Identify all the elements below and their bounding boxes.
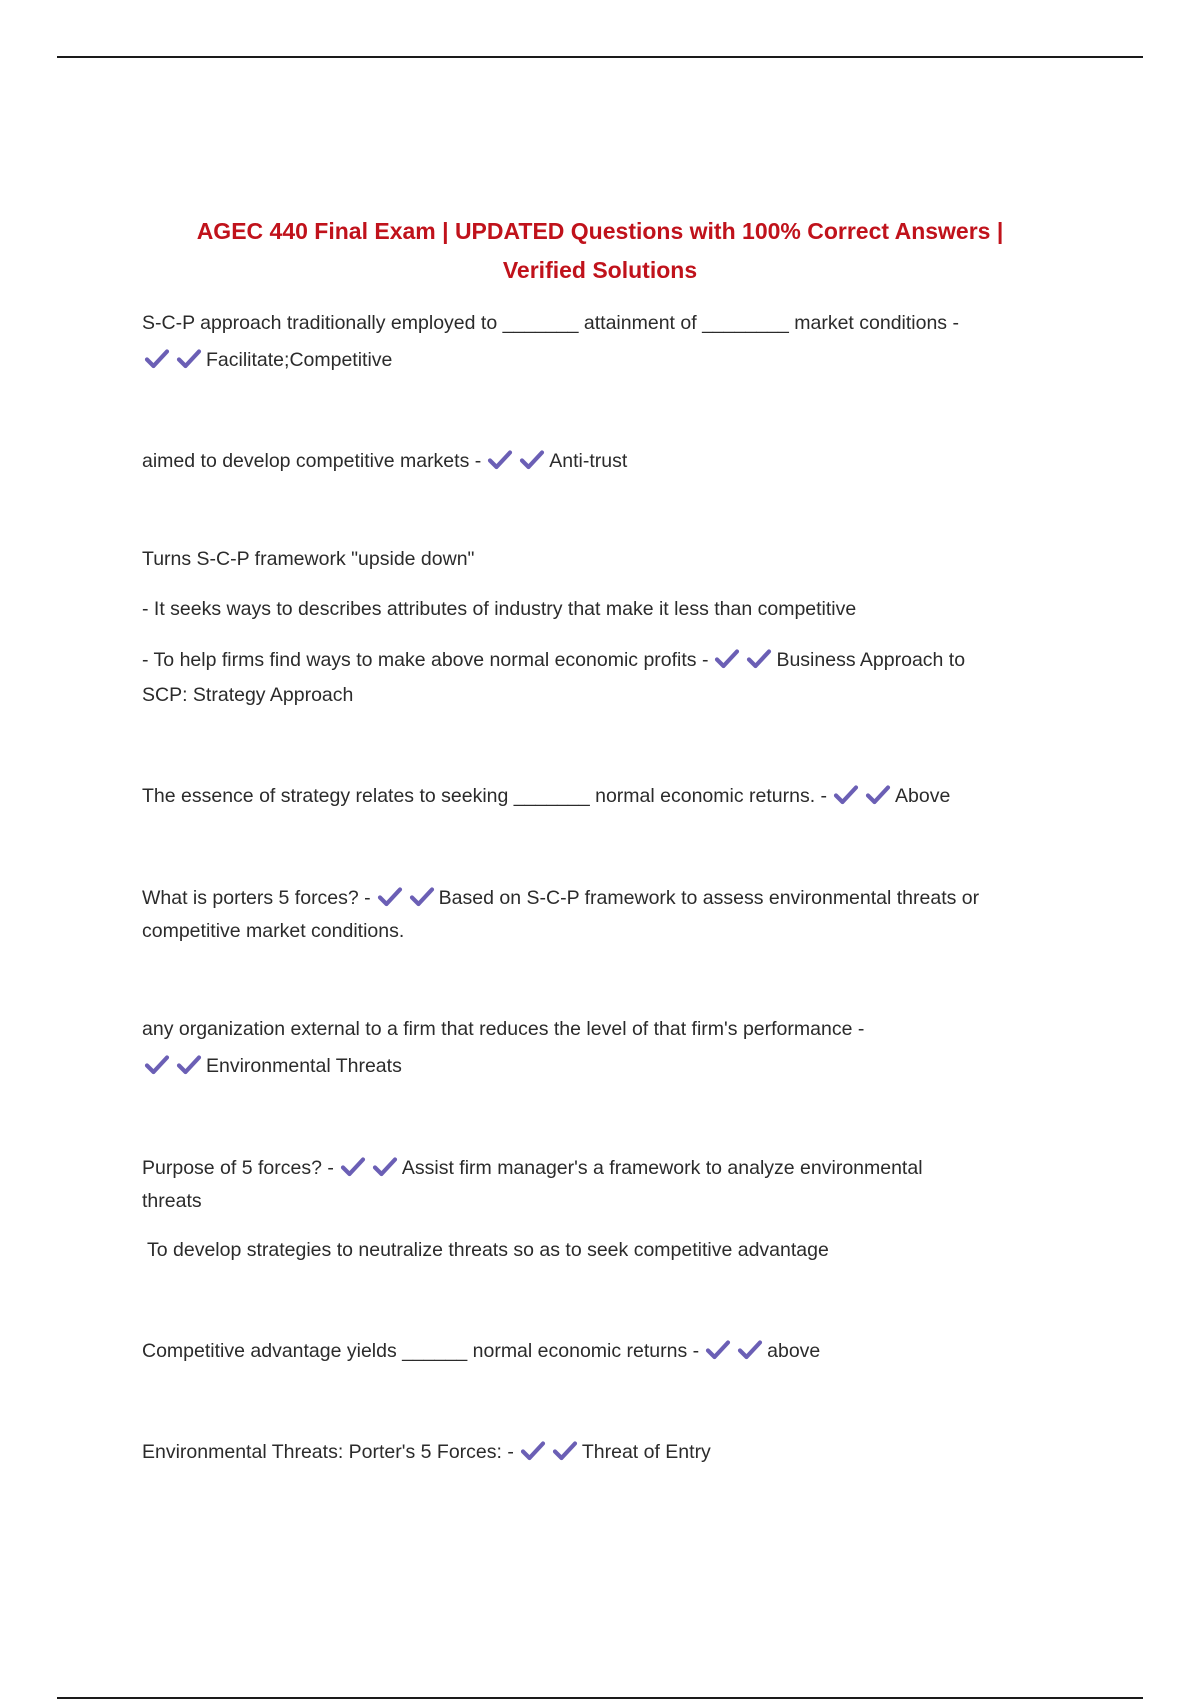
question-4-text: The essence of strategy relates to seeking _______ normal economic returns. -	[142, 785, 828, 807]
answer-line-6	[142, 1049, 402, 1083]
answer-5-line-2: competitive market conditions.	[142, 920, 405, 942]
title-line-1: AGEC 440 Final Exam | UPDATED Questions with 100% Correct Answers |	[196, 218, 1004, 244]
question-2-text: aimed to develop competitive markets -	[142, 450, 482, 472]
answer-8: above	[767, 1340, 821, 1362]
answer-7-line-3: To develop strategies to neutralize threats so as to seek competitive advantage	[147, 1239, 829, 1261]
question-3: Turns S-C-P framework "upside down"	[142, 548, 475, 570]
check-icon	[176, 348, 202, 370]
check-pair	[340, 1156, 398, 1178]
check-pair	[487, 449, 545, 471]
answer-4: Above	[895, 785, 951, 807]
title-line-2: Verified Solutions	[502, 257, 698, 283]
document-title	[142, 212, 1058, 290]
check-pair	[520, 1440, 578, 1462]
check-pair	[144, 348, 202, 370]
check-icon	[377, 886, 403, 908]
check-pair	[144, 1054, 202, 1076]
question-8	[142, 1334, 820, 1368]
check-icon	[520, 1440, 546, 1462]
question-5	[142, 881, 979, 915]
answer-9: Threat of Entry	[581, 1441, 711, 1463]
question-7	[142, 1151, 923, 1185]
question-3-detail-2-text: - To help firms find ways to make above normal economic profits -	[142, 649, 709, 671]
check-icon	[737, 1339, 763, 1361]
answer-5-line-1: Based on S-C-P framework to assess environmental threats or	[438, 887, 980, 909]
question-9-text: Environmental Threats: Porter's 5 Forces: -	[142, 1441, 514, 1463]
check-icon	[409, 886, 435, 908]
answer-7-line-2: threats	[142, 1190, 202, 1212]
check-icon	[746, 648, 772, 670]
check-pair	[714, 648, 772, 670]
question-5-text: What is porters 5 forces? -	[142, 887, 371, 909]
check-icon	[144, 348, 170, 370]
question-2	[142, 444, 627, 478]
check-icon	[833, 784, 859, 806]
check-pair	[833, 784, 891, 806]
check-icon	[705, 1339, 731, 1361]
question-9	[142, 1435, 711, 1469]
answer-line-1	[142, 343, 392, 377]
answer-7-line-1: Assist firm manager's a framework to analyze environmental	[401, 1157, 923, 1179]
question-6: any organization external to a firm that reduces the level of that firm's performance -	[142, 1018, 865, 1040]
check-icon	[340, 1156, 366, 1178]
question-8-text: Competitive advantage yields ______ normal economic returns -	[142, 1340, 700, 1362]
check-pair	[377, 886, 435, 908]
check-icon	[865, 784, 891, 806]
check-icon	[552, 1440, 578, 1462]
answer-2: Anti-trust	[549, 450, 628, 472]
top-rule	[57, 56, 1143, 58]
check-pair	[705, 1339, 763, 1361]
check-icon	[487, 449, 513, 471]
check-icon	[714, 648, 740, 670]
check-icon	[519, 449, 545, 471]
answer-1: Facilitate;Competitive	[206, 349, 393, 371]
answer-6: Environmental Threats	[206, 1055, 402, 1077]
answer-3-line-1: Business Approach to	[776, 649, 966, 671]
question-1: S-C-P approach traditionally employed to _______ attainment of ________ market conditions -	[142, 312, 959, 334]
question-3-detail-2	[142, 643, 965, 677]
check-icon	[144, 1054, 170, 1076]
answer-3-line-2: SCP: Strategy Approach	[142, 684, 354, 706]
check-icon	[176, 1054, 202, 1076]
check-icon	[372, 1156, 398, 1178]
question-3-detail-1: - It seeks ways to describes attributes of industry that make it less than competitive	[142, 598, 857, 620]
question-4	[142, 779, 950, 813]
bottom-rule	[57, 1697, 1143, 1699]
question-7-text: Purpose of 5 forces? -	[142, 1157, 334, 1179]
